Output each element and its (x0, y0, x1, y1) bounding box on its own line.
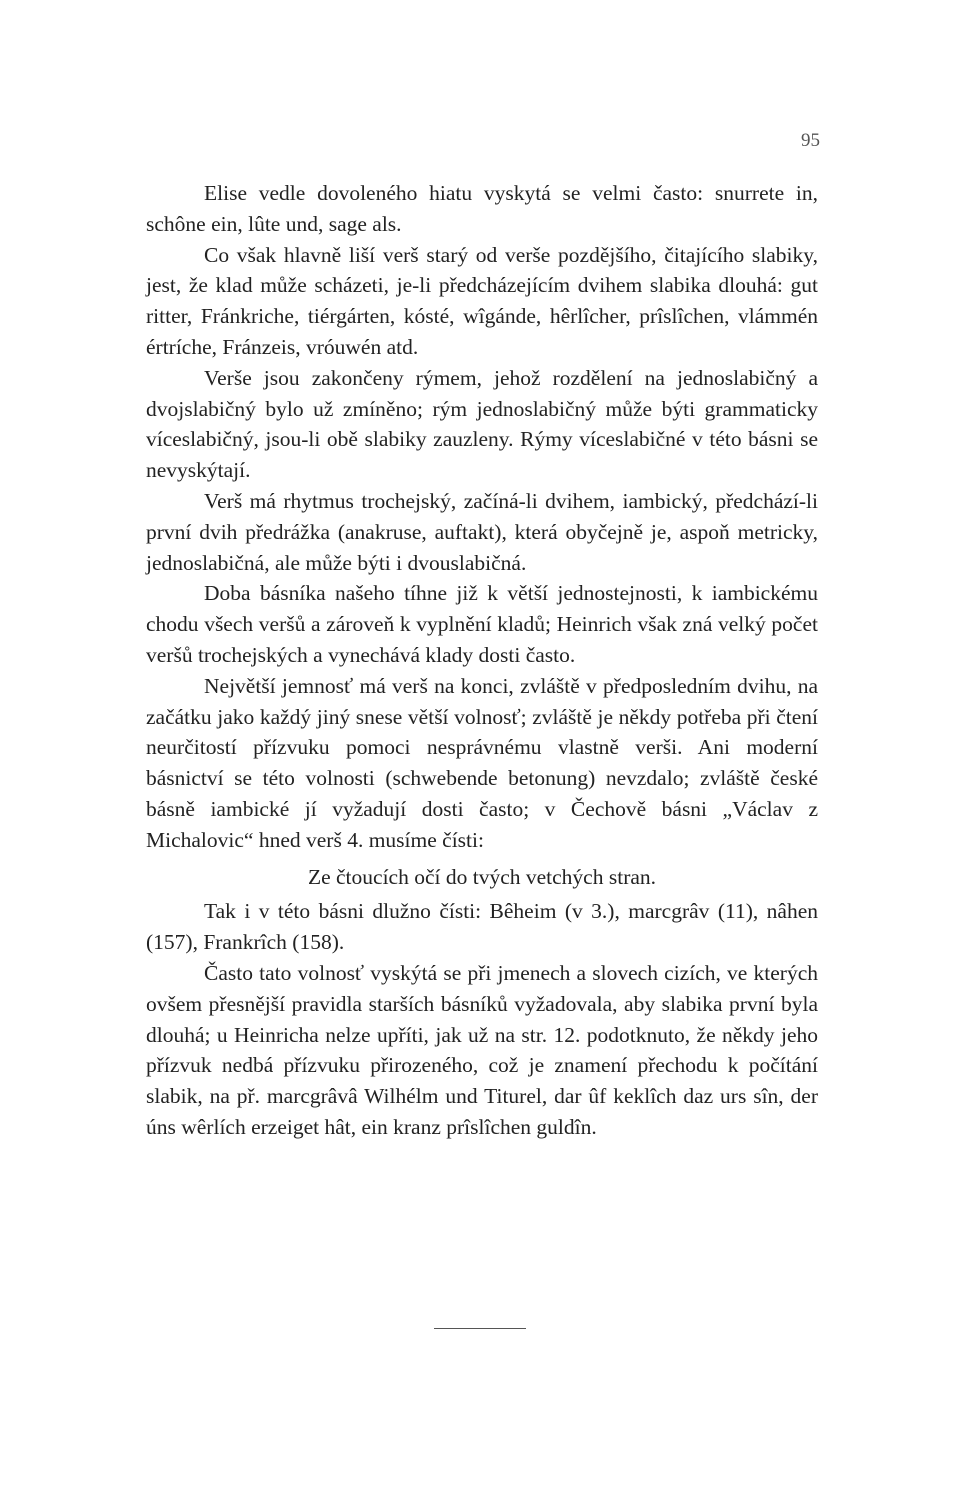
paragraph-hiatus: Elise vedle dovoleného hiatu vyskytá se velmi často: snurrete in, schône ein, lûte und, sage als. (146, 181, 818, 236)
end-rule (434, 1328, 526, 1329)
paragraph-rym: Verše jsou zakončeny rýmem, jehož rozdělení na jednoslabičný a dvojslabičný bylo už zmíněno; rým jednoslabičný může býti grammaticky víceslabičný, jsou-li obě slabiky zauzleny. Rýmy víceslabičné v této básni se nevyskýtají. (146, 365, 818, 483)
page-number: 95 (801, 130, 820, 151)
paragraph-doba-basnika: Doba básníka našeho tíhne již k větší jednostejnosti, k iambickému chodu všech veršů a zároveň k vyplnění kladů; Heinrich však zná velký počet veršů trochejských a vynechává klady dosti často. (146, 581, 818, 667)
paragraph-tak-i: Tak i v této básni dlužno čísti: Bêheim (v 3.), marcgrâv (11), nâhen (157), Frankrîch (158). (146, 899, 818, 955)
paragraph-casto: Často tato volnosť vyskýtá se při jmenech a slovech cizích, ve kterých ovšem přesnější pravidla starších básníků vyžadovala, aby slabika první byla dlouhá; u Heinricha nelze upříti, jak už na str. 12. podotknuto, že někdy jeho přízvuk nedbá přízvuku přirozeného, což je znamení přechodu k počítání slabik, na př. marcgrâvâ Wilhélm und Titurel, dar ûf keklîch daz urs sîn, der úns wêrlích erzeiget hât, ein kranz prîslîchen guldîn. (146, 960, 818, 1139)
paragraph-rhytmus: Verš má rhytmus trochejský, začíná-li dvihem, iambický, předchází-li první dvih předrážka (anakruse, auftakt), která obyčejně je, aspoň metricky, jednoslabičná, ale může býti i dvouslabičná. (146, 488, 818, 575)
body-text (146, 178, 818, 1143)
paragraph-klad: Co však hlavně liší verš starý od verše pozdějšího, čitajícího slabiky, jest, že klad může scházeti, je-li předcházejícím dvihem slabika dlouhá: gut ritter, Fránkriche, tiérgárten, kósté, wîgánde, hêrlîcher, prîslîchen, vlámmén értríche, Fránzeis, vróuwén atd. (146, 242, 818, 359)
paragraph-jemnost: Největší jemnosť má verš na konci, zvláště v předposledním dvihu, na začátku jako každý jiný snese větší volnosť; zvláště je někdy potřeba při čtení neurčitostí přízvuku pomoci nesprávnému vlastně verši. Ani moderní básnictví se této volnosti (schwebende betonung) nevzdalo; zvláště české básně iambické jí vyžadují dosti často; v Čechově básni „Václav z Michalovic“ hned verš 4. musíme čísti: (146, 673, 818, 852)
quoted-verse: Ze čtoucích očí do tvých vetchých stran. (307, 864, 657, 889)
